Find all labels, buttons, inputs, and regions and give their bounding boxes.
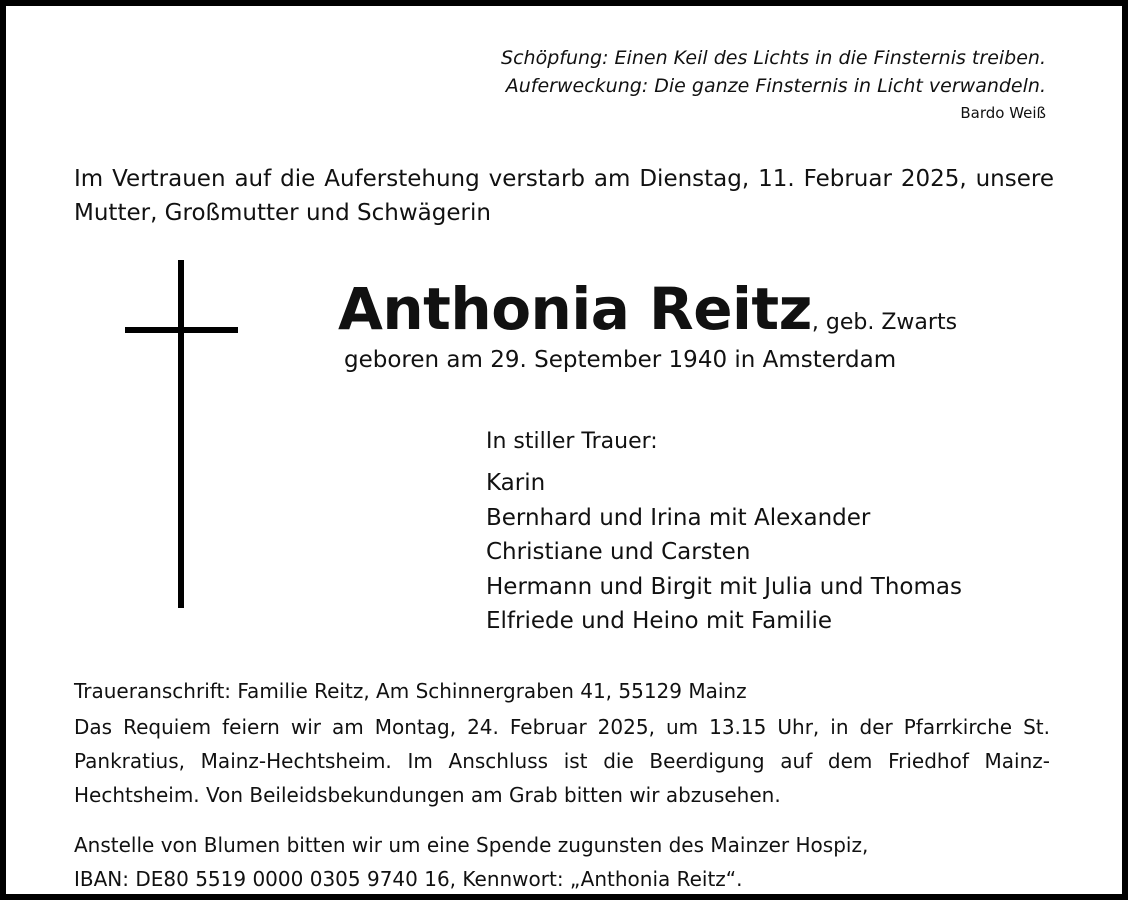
birth-info: geboren am 29. September 1940 in Amsterdam [344, 347, 897, 373]
mourning-address: Traueranschrift: Familie Reitz, Am Schinnergraben 41, 55129 Mainz [74, 679, 747, 703]
family-member: Bernhard und Irina mit Alexander [486, 504, 871, 531]
family-member: Elfriede und Heino mit Familie [486, 608, 832, 634]
intro-text: Im Vertrauen auf die Auferstehung verstarb am Dienstag, 11. Februar 2025, unsere Mutter, Großmutter und Schwägerin [74, 166, 1054, 226]
family-member: Hermann und Birgit mit Julia und Thomas [486, 573, 962, 600]
donation-line-2: IBAN: DE80 5519 0000 0305 9740 16, Kennwort: „Anthonia Reitz“. [74, 867, 743, 891]
donation-info [74, 828, 868, 896]
mourning-heading: In stiller Trauer: [486, 429, 658, 454]
motto-line-1: Schöpfung: Einen Keil des Lichts in die Finsternis treiben. [501, 47, 1046, 69]
deceased-name: Anthonia Reitz [338, 275, 812, 343]
motto-line-2: Auferweckung: Die ganze Finsternis in Licht verwandeln. [505, 75, 1046, 97]
family-member: Karin [486, 470, 546, 496]
family-list [486, 466, 962, 639]
family-member: Christiane und Carsten [486, 539, 751, 565]
donation-line-1: Anstelle von Blumen bitten wir um eine Spende zugunsten des Mainzer Hospiz, [74, 833, 869, 857]
motto-author: Bardo Weiß [960, 104, 1046, 122]
requiem-info: Das Requiem feiern wir am Montag, 24. Februar 2025, um 13.15 Uhr, in der Pfarrkirche St. Pankratius, Mainz-Hechtsheim. Im Anschluss ist die Beerdigung auf dem Friedhof Mainz-Hechtsheim. Von Beileidsbekundungen am Grab bitten wir abzusehen. [74, 715, 1050, 807]
maiden-name: , geb. Zwarts [811, 310, 958, 335]
cross-icon [178, 260, 184, 608]
cross-icon-bar [125, 327, 238, 333]
